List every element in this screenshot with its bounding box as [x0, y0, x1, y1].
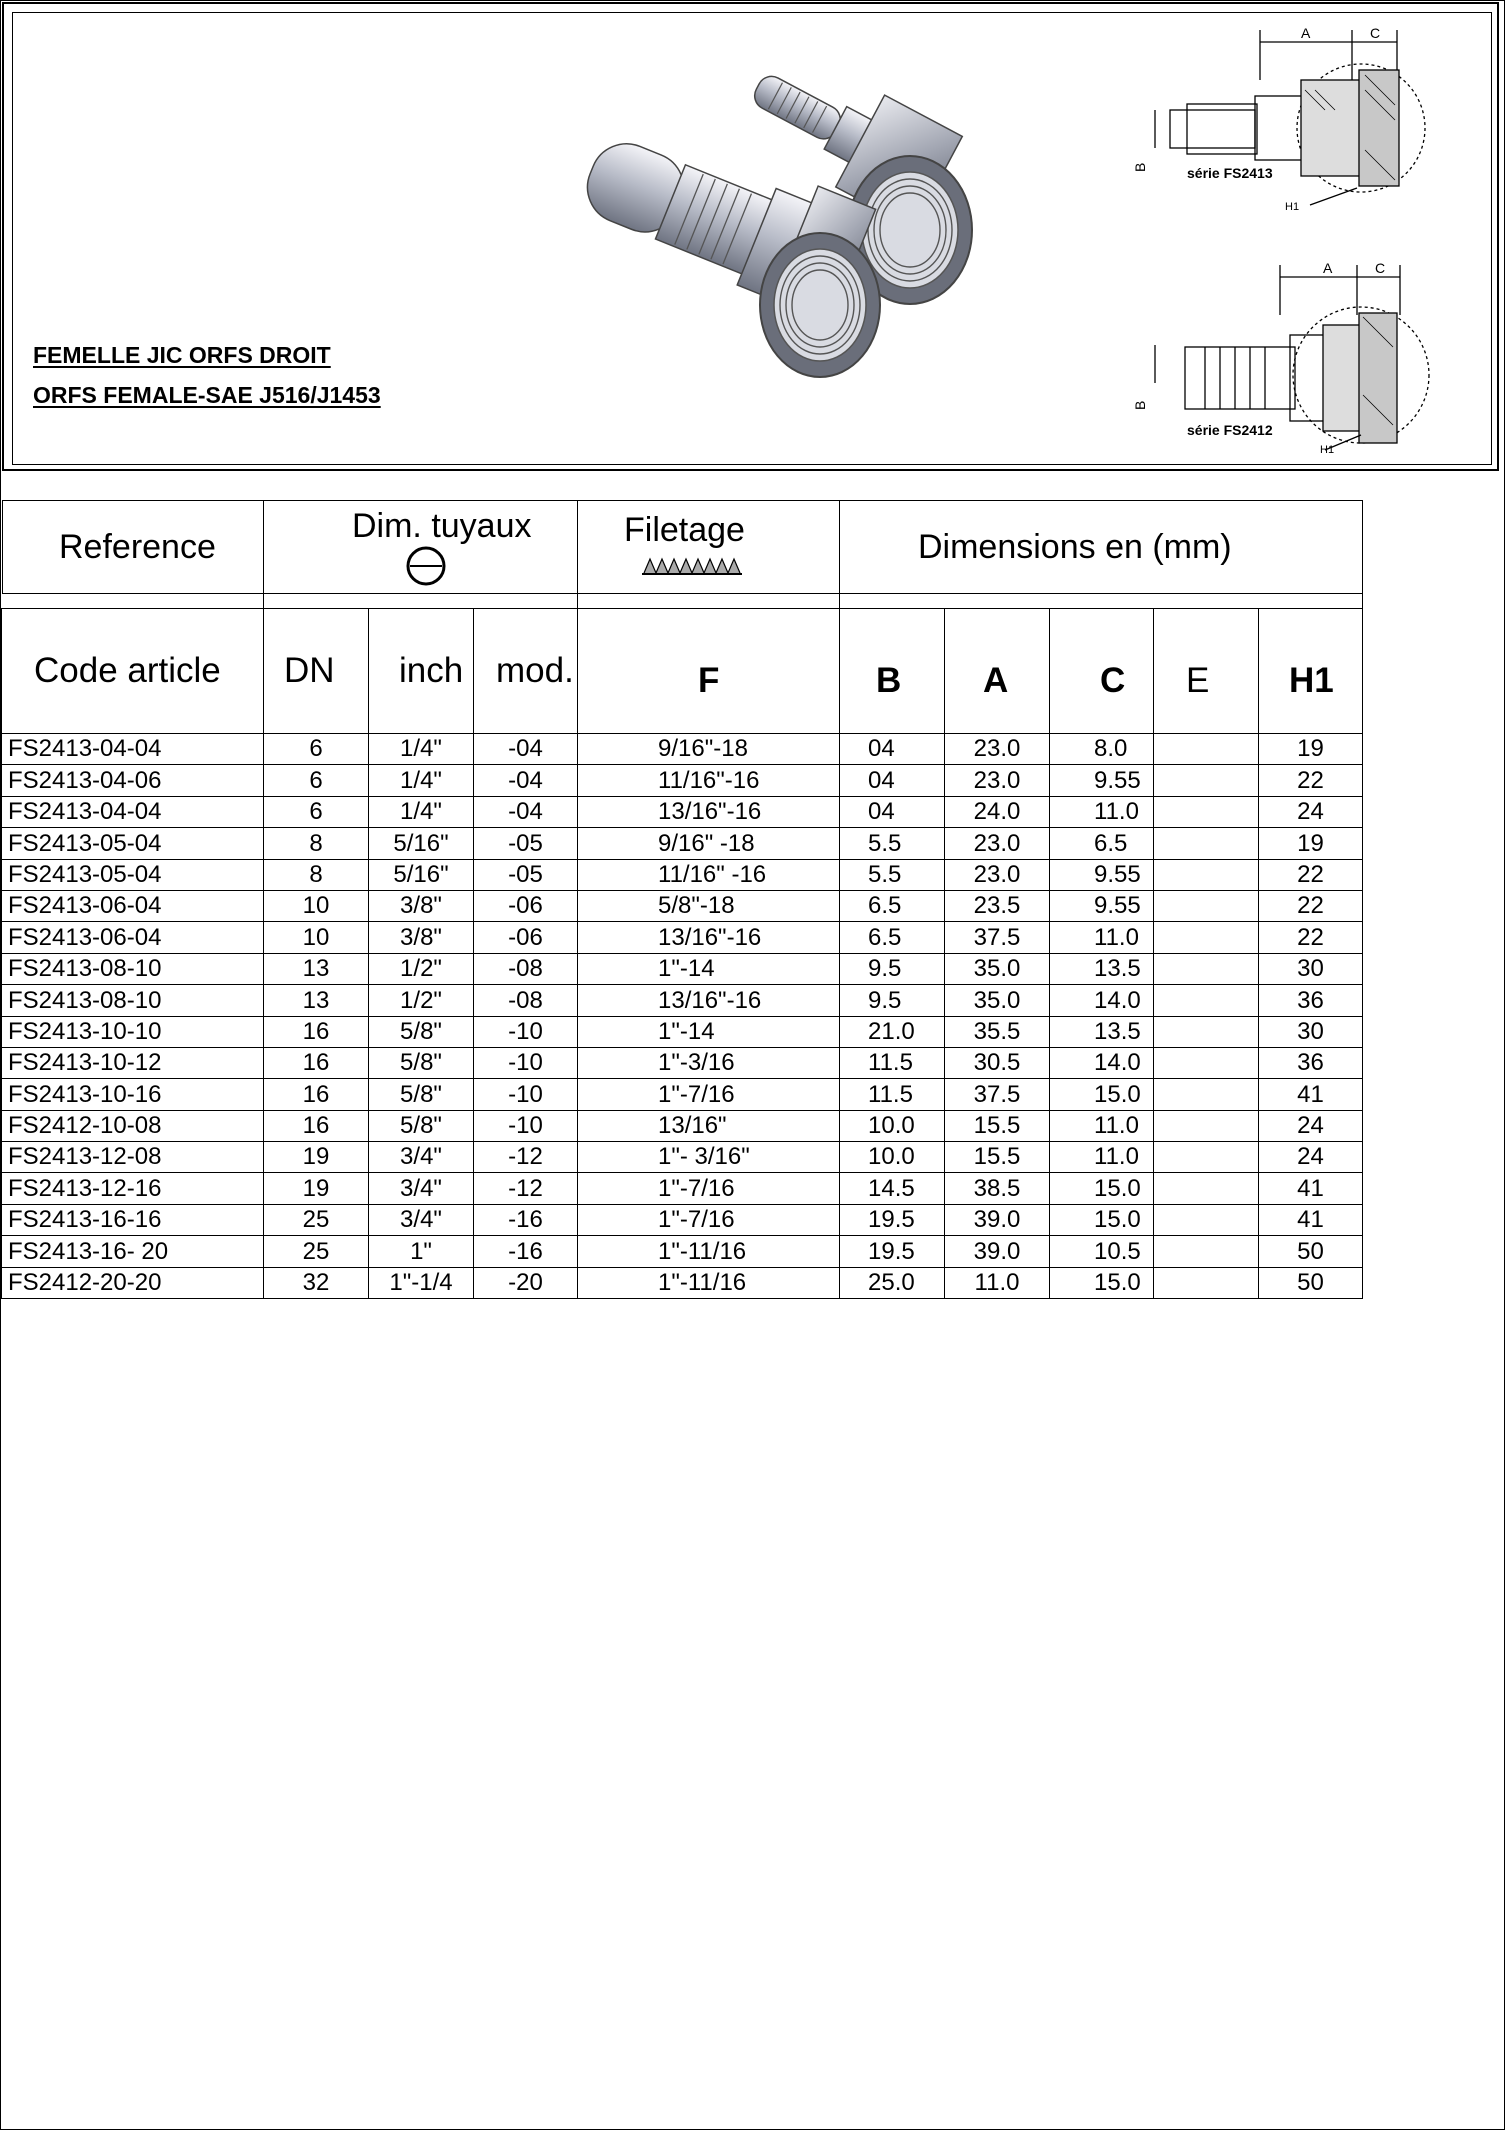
cell-dn: 10	[264, 890, 369, 921]
cell-mod: -04	[474, 796, 578, 827]
cell-mod: -06	[474, 922, 578, 953]
cell-code-article: FS2413-10-16	[2, 1079, 264, 1110]
title-english: ORFS FEMALE-SAE J516/J1453	[33, 382, 381, 408]
cell-a: 39.0	[945, 1204, 1050, 1235]
cell-f: 5/8"-18	[578, 890, 840, 921]
cell-e	[1154, 1016, 1259, 1047]
group-header-row	[2, 501, 1363, 594]
cell-inch: 5/8"	[369, 1016, 474, 1047]
cell-mod: -10	[474, 1110, 578, 1141]
cell-f: 1"-11/16	[578, 1267, 840, 1298]
cell-e	[1154, 859, 1259, 890]
cell-f: 9/16" -18	[578, 828, 840, 859]
cell-b: 04	[840, 796, 945, 827]
diagram1-label-a: A	[1301, 25, 1311, 41]
cell-dn: 6	[264, 765, 369, 796]
cell-mod: -04	[474, 765, 578, 796]
col-header-code-article: Code article	[2, 609, 264, 734]
cell-c: 15.0	[1050, 1204, 1154, 1235]
cell-c: 14.0	[1050, 1047, 1154, 1078]
diameter-icon	[404, 545, 448, 587]
cell-inch: 3/4"	[369, 1142, 474, 1173]
col-header-f: F	[578, 609, 840, 734]
cell-h1: 22	[1259, 890, 1363, 921]
header-filetage: Filetage	[624, 511, 745, 549]
cell-code-article: FS2413-12-16	[2, 1173, 264, 1204]
table-row	[2, 985, 1363, 1016]
cell-inch: 3/8"	[369, 922, 474, 953]
cell-dn: 25	[264, 1204, 369, 1235]
diagram1-label-c: C	[1370, 25, 1381, 41]
cell-a: 15.5	[945, 1142, 1050, 1173]
cell-a: 35.0	[945, 953, 1050, 984]
cell-mod: -10	[474, 1016, 578, 1047]
cell-code-article: FS2413-10-10	[2, 1016, 264, 1047]
table-row	[2, 1047, 1363, 1078]
cell-dn: 6	[264, 796, 369, 827]
cell-dn: 19	[264, 1173, 369, 1204]
cell-dn: 10	[264, 922, 369, 953]
cell-b: 14.5	[840, 1173, 945, 1204]
cell-a: 37.5	[945, 922, 1050, 953]
cell-c: 14.0	[1050, 985, 1154, 1016]
cell-c: 11.0	[1050, 1110, 1154, 1141]
cell-dn: 16	[264, 1079, 369, 1110]
cell-b: 5.5	[840, 828, 945, 859]
table-row	[2, 734, 1363, 765]
cell-c: 15.0	[1050, 1267, 1154, 1298]
cell-f: 13/16"-16	[578, 922, 840, 953]
cell-e	[1154, 796, 1259, 827]
cell-h1: 24	[1259, 1142, 1363, 1173]
cell-c: 15.0	[1050, 1173, 1154, 1204]
col-header-b: B	[840, 609, 945, 734]
cell-inch: 5/8"	[369, 1079, 474, 1110]
cell-code-article: FS2413-06-04	[2, 922, 264, 953]
table-row	[2, 828, 1363, 859]
cell-a: 23.0	[945, 828, 1050, 859]
cell-mod: -05	[474, 828, 578, 859]
cell-b: 6.5	[840, 922, 945, 953]
cell-a: 24.0	[945, 796, 1050, 827]
cell-a: 35.0	[945, 985, 1050, 1016]
cell-mod: -12	[474, 1173, 578, 1204]
cell-b: 19.5	[840, 1236, 945, 1267]
cell-a: 15.5	[945, 1110, 1050, 1141]
cell-mod: -05	[474, 859, 578, 890]
table-row	[2, 1173, 1363, 1204]
cell-code-article: FS2413-05-04	[2, 859, 264, 890]
cell-dn: 8	[264, 859, 369, 890]
specification-table	[0, 500, 1363, 1299]
cell-f: 1"-7/16	[578, 1204, 840, 1235]
cell-inch: 3/4"	[369, 1204, 474, 1235]
cell-dn: 13	[264, 953, 369, 984]
cell-b: 6.5	[840, 890, 945, 921]
cell-mod: -12	[474, 1142, 578, 1173]
table-row	[2, 1204, 1363, 1235]
cell-mod: -04	[474, 734, 578, 765]
cell-h1: 41	[1259, 1173, 1363, 1204]
diagram2-label-c: C	[1375, 260, 1386, 276]
cell-e	[1154, 828, 1259, 859]
table-body	[2, 734, 1363, 1299]
cell-h1: 30	[1259, 1016, 1363, 1047]
cell-code-article: FS2413-06-04	[2, 890, 264, 921]
cell-inch: 1/4"	[369, 734, 474, 765]
header-filetage-cell	[578, 501, 840, 594]
header-dim-tuyaux: Dim. tuyaux	[352, 507, 532, 545]
cell-mod: -10	[474, 1079, 578, 1110]
cell-c: 9.55	[1050, 859, 1154, 890]
cell-h1: 22	[1259, 922, 1363, 953]
table-row	[2, 953, 1363, 984]
cell-a: 38.5	[945, 1173, 1050, 1204]
cell-f: 1"-11/16	[578, 1236, 840, 1267]
cell-dn: 16	[264, 1016, 369, 1047]
cell-e	[1154, 1204, 1259, 1235]
table-row	[2, 765, 1363, 796]
diagram1-serie: série FS2413	[1187, 165, 1273, 181]
cell-b: 11.5	[840, 1079, 945, 1110]
diagram1-label-b: B	[1132, 162, 1148, 172]
cell-e	[1154, 890, 1259, 921]
cell-inch: 1/4"	[369, 796, 474, 827]
cell-e	[1154, 1173, 1259, 1204]
cell-inch: 1"-1/4	[369, 1267, 474, 1298]
cell-mod: -08	[474, 953, 578, 984]
cell-f: 9/16"-18	[578, 734, 840, 765]
cell-dn: 13	[264, 985, 369, 1016]
col-header-a: A	[945, 609, 1050, 734]
cell-mod: -20	[474, 1267, 578, 1298]
thread-icon	[642, 553, 742, 577]
col-header-mod: mod.	[474, 609, 578, 734]
cell-c: 13.5	[1050, 953, 1154, 984]
cell-inch: 5/16"	[369, 828, 474, 859]
cell-dn: 16	[264, 1110, 369, 1141]
cell-dn: 25	[264, 1236, 369, 1267]
cell-e	[1154, 765, 1259, 796]
cell-code-article: FS2413-16- 20	[2, 1236, 264, 1267]
table-row	[2, 1079, 1363, 1110]
cell-inch: 5/16"	[369, 859, 474, 890]
cell-dn: 6	[264, 734, 369, 765]
cell-b: 19.5	[840, 1204, 945, 1235]
col-header-inch: inch	[369, 609, 474, 734]
table-row	[2, 922, 1363, 953]
cell-e	[1154, 1236, 1259, 1267]
cell-mod: -16	[474, 1236, 578, 1267]
cell-e	[1154, 734, 1259, 765]
cell-inch: 1"	[369, 1236, 474, 1267]
cell-inch: 1/2"	[369, 953, 474, 984]
table-row	[2, 859, 1363, 890]
table-row	[2, 890, 1363, 921]
table-row	[2, 796, 1363, 827]
cell-code-article: FS2412-10-08	[2, 1110, 264, 1141]
cell-b: 04	[840, 765, 945, 796]
cell-code-article: FS2413-08-10	[2, 953, 264, 984]
cell-c: 15.0	[1050, 1079, 1154, 1110]
cell-dn: 19	[264, 1142, 369, 1173]
cell-b: 9.5	[840, 985, 945, 1016]
cell-h1: 22	[1259, 765, 1363, 796]
diagram2-serie: série FS2412	[1187, 422, 1273, 438]
cell-e	[1154, 922, 1259, 953]
cell-e	[1154, 1110, 1259, 1141]
cell-f: 1"-7/16	[578, 1079, 840, 1110]
cell-h1: 50	[1259, 1236, 1363, 1267]
cell-f: 1"-14	[578, 1016, 840, 1047]
cell-a: 23.5	[945, 890, 1050, 921]
cell-c: 11.0	[1050, 1142, 1154, 1173]
cell-f: 13/16"-16	[578, 985, 840, 1016]
cell-mod: -16	[474, 1204, 578, 1235]
cell-h1: 30	[1259, 953, 1363, 984]
cell-h1: 22	[1259, 859, 1363, 890]
cell-code-article: FS2413-04-04	[2, 734, 264, 765]
col-header-h1: H1	[1259, 609, 1363, 734]
cell-e	[1154, 1267, 1259, 1298]
cell-e	[1154, 1047, 1259, 1078]
header-dim-tuyaux-cell	[264, 501, 578, 594]
cell-inch: 3/8"	[369, 890, 474, 921]
cell-e	[1154, 953, 1259, 984]
cell-h1: 24	[1259, 1110, 1363, 1141]
cell-h1: 36	[1259, 1047, 1363, 1078]
table-row	[2, 1236, 1363, 1267]
cell-code-article: FS2413-04-06	[2, 765, 264, 796]
cell-c: 13.5	[1050, 1016, 1154, 1047]
table-row	[2, 1016, 1363, 1047]
diagram2-label-h1: H1	[1320, 444, 1335, 456]
column-header-row	[2, 609, 1363, 734]
cell-code-article: FS2412-20-20	[2, 1267, 264, 1298]
header-reference: Reference	[2, 501, 264, 594]
cell-inch: 1/4"	[369, 765, 474, 796]
col-header-dn: DN	[264, 609, 369, 734]
cell-code-article: FS2413-08-10	[2, 985, 264, 1016]
cell-inch: 5/8"	[369, 1047, 474, 1078]
cell-c: 6.5	[1050, 828, 1154, 859]
cell-inch: 3/4"	[369, 1173, 474, 1204]
table-row	[2, 1142, 1363, 1173]
diagram2-label-a: A	[1323, 260, 1333, 276]
cell-h1: 36	[1259, 985, 1363, 1016]
cell-b: 5.5	[840, 859, 945, 890]
cell-code-article: FS2413-10-12	[2, 1047, 264, 1078]
cell-c: 9.55	[1050, 765, 1154, 796]
cell-mod: -06	[474, 890, 578, 921]
cell-code-article: FS2413-04-04	[2, 796, 264, 827]
title-french: FEMELLE JIC ORFS DROIT	[33, 342, 331, 368]
header-dimensions: Dimensions en (mm)	[840, 501, 1363, 594]
cell-a: 23.0	[945, 765, 1050, 796]
cell-e	[1154, 1142, 1259, 1173]
cell-inch: 1/2"	[369, 985, 474, 1016]
cell-b: 21.0	[840, 1016, 945, 1047]
cell-f: 1"- 3/16"	[578, 1142, 840, 1173]
cell-code-article: FS2413-12-08	[2, 1142, 264, 1173]
diagram-fs2413	[1125, 20, 1465, 220]
col-header-c: C	[1050, 609, 1154, 734]
diagram1-label-h1: H1	[1285, 201, 1300, 213]
cell-c: 11.0	[1050, 796, 1154, 827]
cell-h1: 50	[1259, 1267, 1363, 1298]
cell-dn: 8	[264, 828, 369, 859]
table-row	[2, 1267, 1363, 1298]
cell-f: 11/16"-16	[578, 765, 840, 796]
cell-dn: 16	[264, 1047, 369, 1078]
cell-h1: 41	[1259, 1204, 1363, 1235]
table-row	[2, 1110, 1363, 1141]
cell-c: 10.5	[1050, 1236, 1154, 1267]
cell-f: 1"-3/16	[578, 1047, 840, 1078]
cell-mod: -08	[474, 985, 578, 1016]
cell-b: 11.5	[840, 1047, 945, 1078]
cell-h1: 41	[1259, 1079, 1363, 1110]
cell-b: 9.5	[840, 953, 945, 984]
header-gap-row	[2, 594, 1363, 609]
cell-code-article: FS2413-16-16	[2, 1204, 264, 1235]
cell-b: 25.0	[840, 1267, 945, 1298]
col-header-e: E	[1154, 609, 1259, 734]
diagram2-label-b: B	[1132, 400, 1148, 410]
cell-h1: 19	[1259, 734, 1363, 765]
cell-f: 13/16"	[578, 1110, 840, 1141]
cell-b: 10.0	[840, 1142, 945, 1173]
cell-h1: 24	[1259, 796, 1363, 827]
cell-a: 11.0	[945, 1267, 1050, 1298]
cell-a: 30.5	[945, 1047, 1050, 1078]
cell-code-article: FS2413-05-04	[2, 828, 264, 859]
cell-b: 10.0	[840, 1110, 945, 1141]
cell-c: 9.55	[1050, 890, 1154, 921]
cell-a: 23.0	[945, 859, 1050, 890]
cell-mod: -10	[474, 1047, 578, 1078]
cell-f: 11/16" -16	[578, 859, 840, 890]
cell-h1: 19	[1259, 828, 1363, 859]
cell-e	[1154, 985, 1259, 1016]
cell-b: 04	[840, 734, 945, 765]
cell-f: 1"-7/16	[578, 1173, 840, 1204]
cell-inch: 5/8"	[369, 1110, 474, 1141]
fittings-illustration	[570, 60, 1050, 390]
cell-a: 37.5	[945, 1079, 1050, 1110]
cell-c: 8.0	[1050, 734, 1154, 765]
cell-f: 13/16"-16	[578, 796, 840, 827]
cell-a: 35.5	[945, 1016, 1050, 1047]
diagram-fs2412	[1125, 255, 1465, 465]
cell-a: 39.0	[945, 1236, 1050, 1267]
cell-f: 1"-14	[578, 953, 840, 984]
cell-a: 23.0	[945, 734, 1050, 765]
cell-dn: 32	[264, 1267, 369, 1298]
cell-e	[1154, 1079, 1259, 1110]
cell-c: 11.0	[1050, 922, 1154, 953]
